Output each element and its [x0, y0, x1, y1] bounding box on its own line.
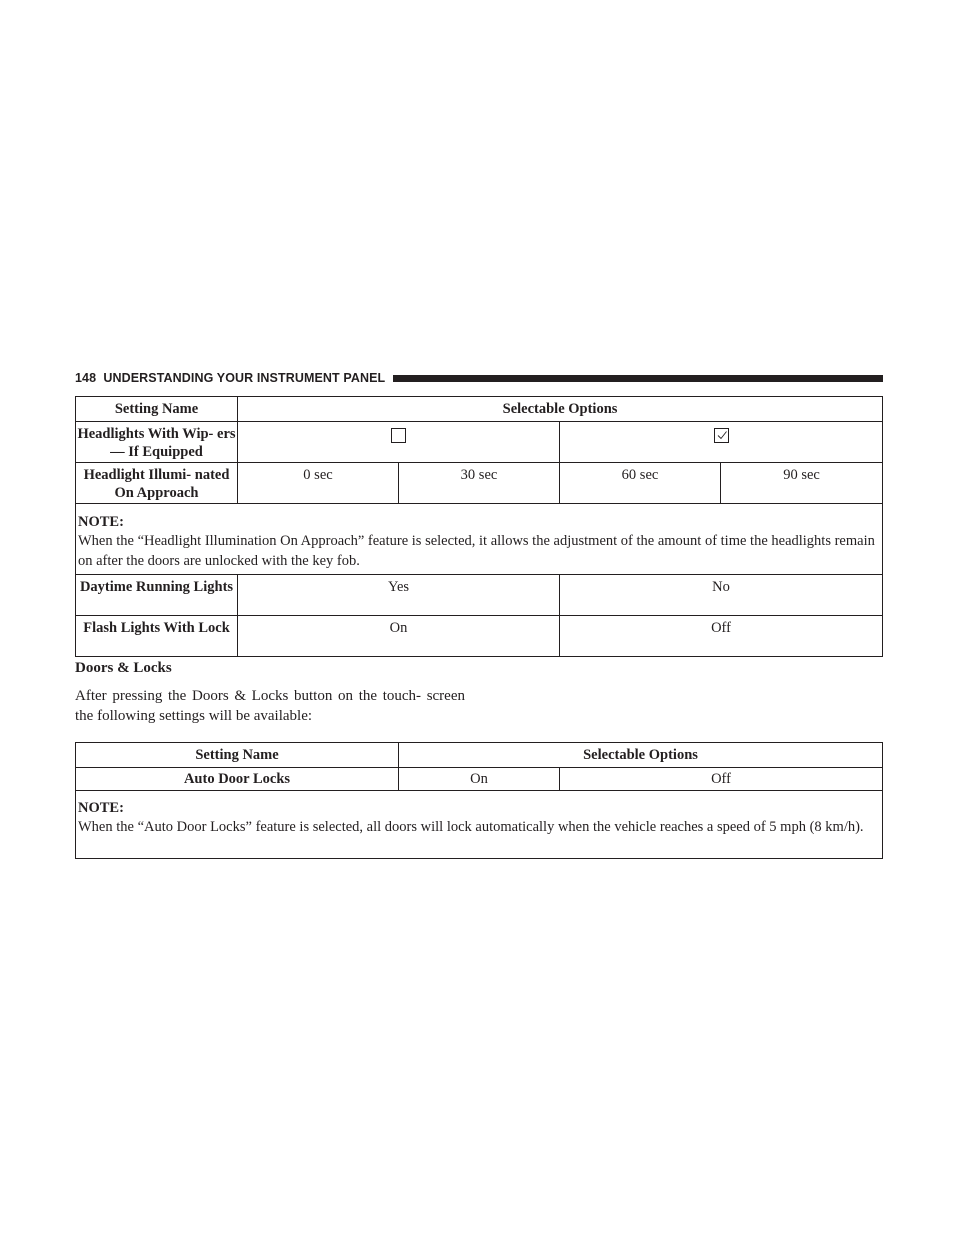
- checked-box-icon[interactable]: [714, 428, 729, 443]
- note-title: NOTE:: [78, 800, 124, 816]
- note-text: When the “Auto Door Locks” feature is selected, all doors will lock automatically when the vehicle reaches a speed of 5 mph (8 km/h).: [78, 819, 864, 835]
- option-off[interactable]: Off: [560, 768, 883, 791]
- option-yes[interactable]: Yes: [238, 575, 560, 616]
- setting-headlight-approach: Headlight Illumi- nated On Approach: [76, 463, 238, 504]
- option-on[interactable]: On: [399, 768, 560, 791]
- header-setting-name: Setting Name: [76, 397, 238, 422]
- auto-locks-note: [76, 791, 883, 859]
- setting-headlights-with-wipers: Headlights With Wip- ers — If Equipped: [76, 422, 238, 463]
- lights-settings-table: [75, 396, 883, 657]
- setting-flash-lights-with-lock: Flash Lights With Lock: [76, 616, 238, 657]
- header-setting-name: Setting Name: [76, 743, 399, 768]
- option-0-sec[interactable]: 0 sec: [238, 463, 399, 504]
- doors-locks-intro: After pressing the Doors & Locks button on the touch- screen the following settings will be available:: [75, 688, 465, 724]
- page-number: 148: [75, 371, 97, 385]
- option-on[interactable]: On: [238, 616, 560, 657]
- setting-daytime-running-lights: Daytime Running Lights: [76, 575, 238, 616]
- option-90-sec[interactable]: 90 sec: [721, 463, 883, 504]
- setting-auto-door-locks: Auto Door Locks: [76, 768, 399, 791]
- option-cell-unchecked: [238, 422, 560, 463]
- option-no[interactable]: No: [560, 575, 883, 616]
- option-60-sec[interactable]: 60 sec: [560, 463, 721, 504]
- unchecked-box-icon[interactable]: [391, 428, 406, 443]
- doors-settings-table: [75, 742, 883, 859]
- option-off[interactable]: Off: [560, 616, 883, 657]
- page-header-text: [75, 371, 385, 385]
- page-header: [75, 370, 883, 386]
- section-title-header: UNDERSTANDING YOUR INSTRUMENT PANEL: [103, 371, 386, 385]
- note-title: NOTE:: [78, 514, 124, 530]
- header-selectable-options: Selectable Options: [399, 743, 883, 768]
- doors-locks-heading: Doors & Locks: [75, 660, 172, 676]
- header-rule: [393, 375, 883, 382]
- approach-note: [76, 504, 883, 575]
- option-cell-checked: [560, 422, 883, 463]
- option-30-sec[interactable]: 30 sec: [399, 463, 560, 504]
- header-selectable-options: Selectable Options: [238, 397, 883, 422]
- note-text: When the “Headlight Illumination On Approach” feature is selected, it allows the adjustment of the amount of time the headlights remain on after the doors are unlocked with the key fob.: [78, 533, 875, 569]
